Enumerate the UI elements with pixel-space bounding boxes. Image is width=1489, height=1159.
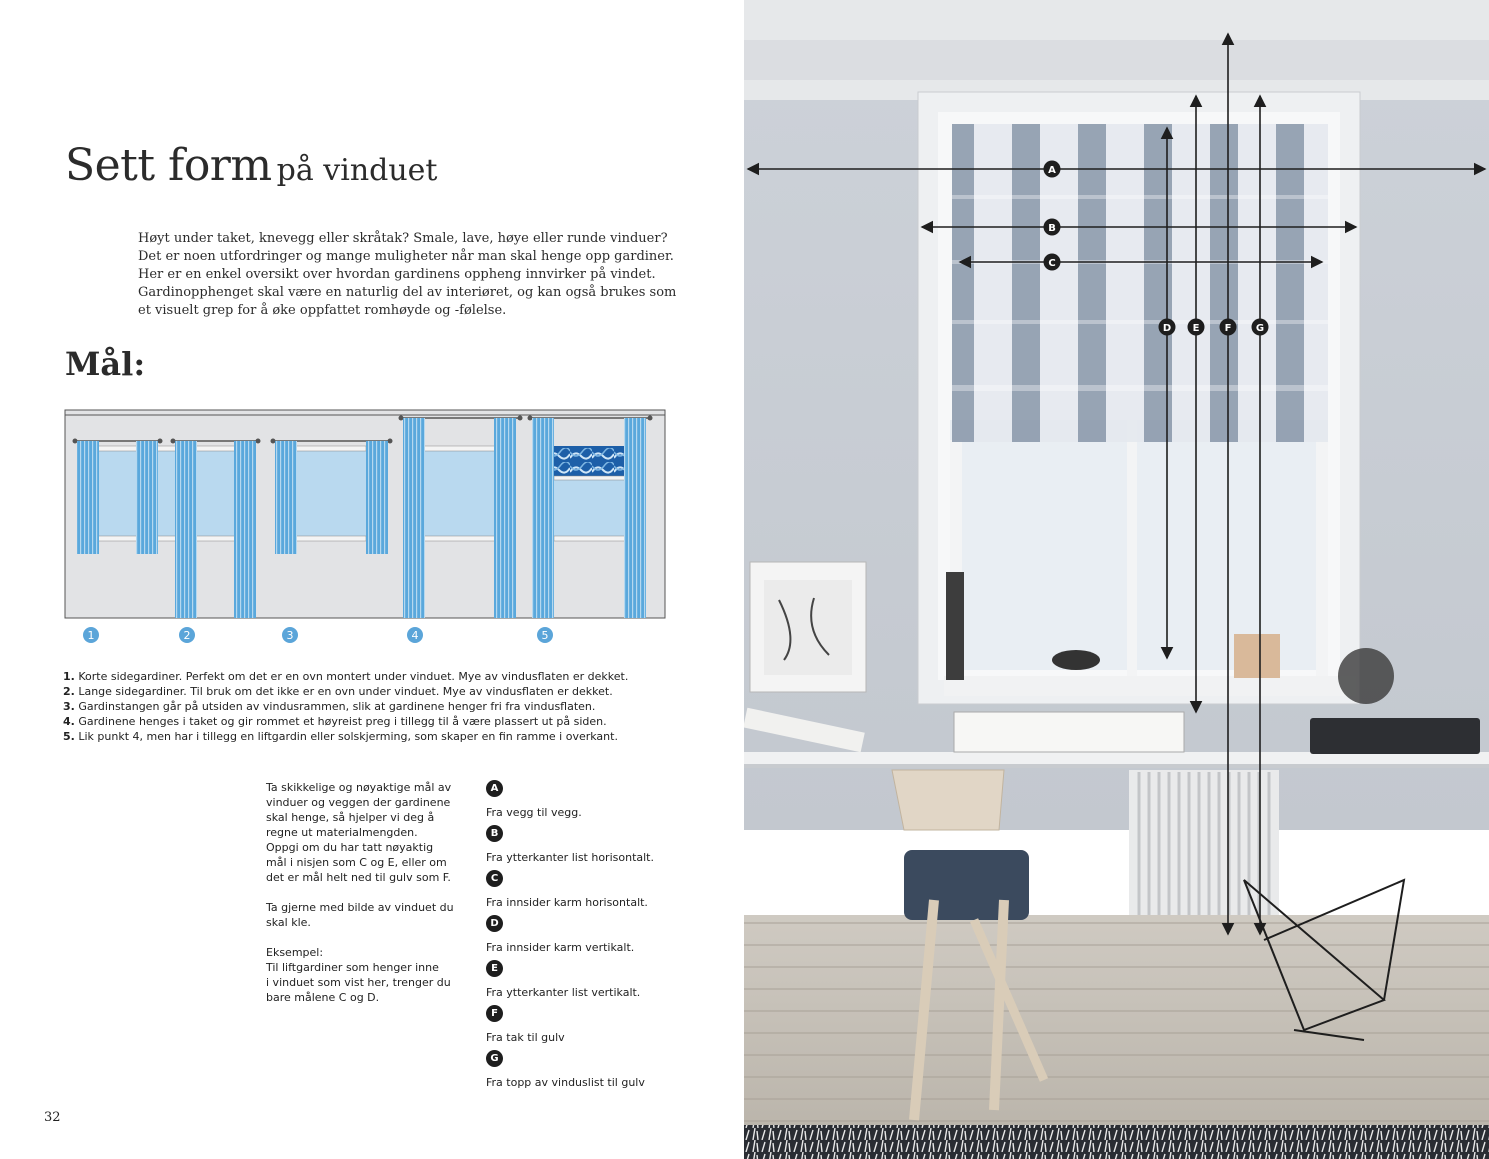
title-rest: på vinduet bbox=[276, 153, 438, 188]
page-title bbox=[65, 140, 437, 191]
letter-badge: G bbox=[486, 1050, 503, 1067]
measuring-info bbox=[266, 780, 466, 1020]
book-standing bbox=[946, 572, 964, 680]
measurement-list bbox=[486, 780, 736, 1095]
info-paragraph-3: Eksempel: Til liftgardiner som henger inne i vinduet som vist her, trenger du bare målene C og D. bbox=[266, 946, 451, 1004]
diagram-number-4-badge bbox=[407, 627, 423, 643]
svg-text:D: D bbox=[1162, 323, 1172, 334]
section-heading: Mål: bbox=[65, 345, 146, 383]
info-paragraph-1: Ta skikkelige og nøyaktige mål av vinduer og veggen der gardinene skal henge, så hjelper vi deg å regne ut materialmengden. Oppgi om du har tatt nøyaktig mål i nisjen som C og E, eller om det er mål helt ned til gulv som F. bbox=[266, 781, 452, 884]
diagram-number-5-badge bbox=[537, 627, 553, 643]
letter-badge: D bbox=[486, 915, 503, 932]
diagram-number-2-badge bbox=[179, 627, 195, 643]
measurement-item-d: D Fra innsider karm vertikalt. bbox=[486, 915, 736, 960]
svg-text:G: G bbox=[1255, 323, 1265, 334]
legend-item: 5. Lik punkt 4, men har i tillegg en liftgardin eller solskjerming, som skaper en fin ramme i overkant. bbox=[63, 730, 618, 743]
window-sill bbox=[944, 676, 1356, 696]
title-main: Sett form bbox=[65, 140, 272, 191]
diagram-number-4: 4 bbox=[411, 629, 419, 642]
room-photo bbox=[744, 0, 1489, 1159]
intro-line: Det er noen utfordringer og mange muligheter når man skal henge opp gardiner. bbox=[138, 249, 674, 264]
badge-g bbox=[1252, 319, 1269, 336]
svg-text:E: E bbox=[1192, 323, 1200, 334]
bowl bbox=[1052, 650, 1100, 670]
letter-badge: C bbox=[486, 870, 503, 887]
badge-b bbox=[1044, 219, 1061, 236]
diagram-window-3 bbox=[271, 439, 393, 555]
diagram-number-1-badge bbox=[83, 627, 99, 643]
svg-text:F: F bbox=[1224, 323, 1232, 334]
legend-item: 4. Gardinene henges i taket og gir rommet et høyreist preg i tillegg til å være plassert ut på siden. bbox=[63, 715, 607, 728]
badge-e bbox=[1188, 319, 1205, 336]
diagram-legend bbox=[63, 669, 628, 744]
legend-item: 3. Gardinstangen går på utsiden av vindusrammen, slik at gardinene henger fri fra vindusflaten. bbox=[63, 700, 596, 713]
badge-f bbox=[1220, 319, 1237, 336]
diagram-number-1: 1 bbox=[87, 629, 95, 642]
feather-duster bbox=[1338, 648, 1394, 704]
intro-line: et visuelt grep for å øke oppfattet romhøyde og -følelse. bbox=[138, 303, 507, 318]
wooden-box bbox=[1234, 634, 1280, 678]
badge-a bbox=[1044, 161, 1061, 178]
svg-text:A: A bbox=[1048, 165, 1056, 176]
rug bbox=[744, 1125, 1489, 1159]
svg-text:B: B bbox=[1048, 223, 1056, 234]
letter-badge: A bbox=[486, 780, 503, 797]
diagram-number-5: 5 bbox=[541, 629, 549, 642]
laptop-sleeve bbox=[1310, 718, 1480, 754]
legend-item: 1. Korte sidegardiner. Perfekt om det er en ovn montert under vinduet. Mye av vindusflaten er dekket. bbox=[63, 670, 629, 683]
letter-badge: F bbox=[486, 1005, 503, 1022]
badge-d bbox=[1159, 319, 1176, 336]
window-glass bbox=[950, 420, 1328, 670]
letter-badge: E bbox=[486, 960, 503, 977]
measurement-item-b: B Fra ytterkanter list horisontalt. bbox=[486, 825, 736, 870]
diagram-number-2: 2 bbox=[183, 629, 191, 642]
intro-line: Her er en enkel oversikt over hvordan gardinens oppheng innvirker på vindet. bbox=[138, 267, 656, 282]
intro-line: Gardinopphenget skal være en naturlig del av interiøret, og kan også brukes som bbox=[138, 285, 677, 300]
open-book bbox=[954, 712, 1184, 752]
badge-c bbox=[1044, 254, 1061, 271]
measurement-item-g: G Fra topp av vinduslist til gulv bbox=[486, 1050, 736, 1095]
radiator bbox=[1129, 770, 1279, 920]
desk bbox=[744, 752, 1489, 766]
measurement-item-f: F Fra tak til gulv bbox=[486, 1005, 736, 1050]
measurement-item-e: E Fra ytterkanter list vertikalt. bbox=[486, 960, 736, 1005]
info-paragraph-2: Ta gjerne med bilde av vinduet du skal kle. bbox=[266, 901, 454, 929]
page-number: 32 bbox=[44, 1110, 61, 1125]
measurement-item-c: C Fra innsider karm horisontalt. bbox=[486, 870, 736, 915]
left-page bbox=[0, 0, 744, 1159]
legend-item: 2. Lange sidegardiner. Til bruk om det ikke er en ovn under vinduet. Mye av vindusflaten er dekket. bbox=[63, 685, 613, 698]
intro-line: Høyt under taket, knevegg eller skråtak? Smale, lave, høye eller runde vinduer? bbox=[138, 231, 668, 246]
diagram-number-3: 3 bbox=[286, 629, 294, 642]
intro-paragraph bbox=[138, 230, 677, 320]
diagram-window-1 bbox=[73, 439, 180, 555]
diagram-number-3-badge bbox=[282, 627, 298, 643]
measurement-item-a: A Fra vegg til vegg. bbox=[486, 780, 736, 825]
curtain-diagram bbox=[64, 406, 666, 646]
svg-text:C: C bbox=[1048, 258, 1056, 269]
letter-badge: B bbox=[486, 825, 503, 842]
roman-blind bbox=[952, 124, 1328, 442]
